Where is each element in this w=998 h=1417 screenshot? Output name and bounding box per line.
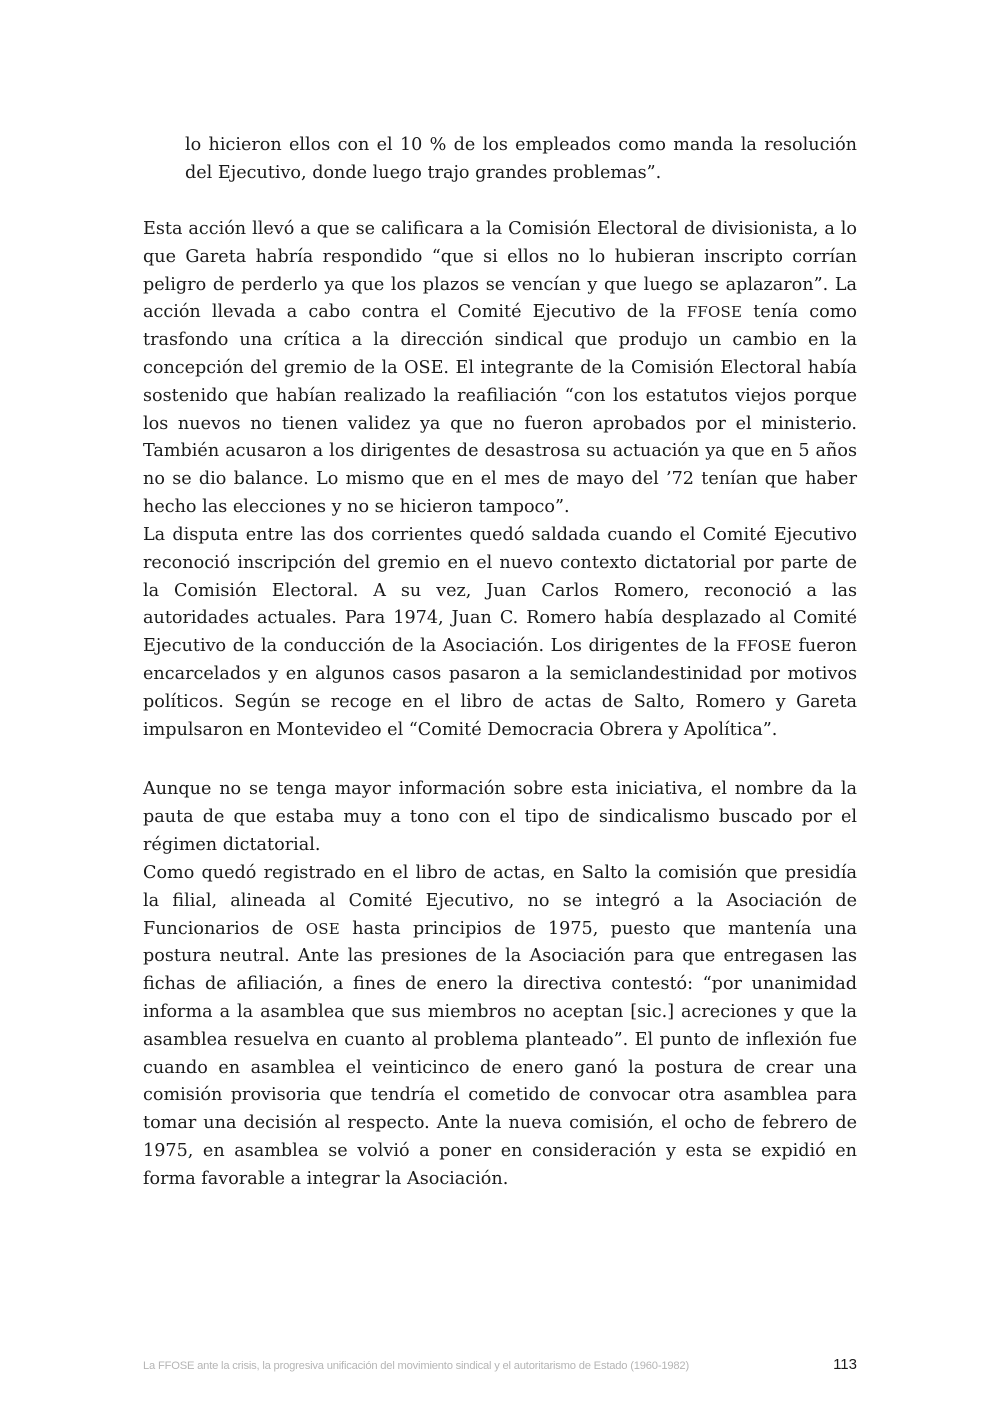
paragraph-4-part-b: hasta principios de 1975, puesto que mantenía una postura neutral. Ante las presiones de la Asociación para que entregasen las fichas de afiliación, a fines de enero la directiva contestó: “por unanimidad informa a la asamblea que sus miembros no aceptan [sic.] acreciones y que la asamblea resuelva en cuanto al problema planteado”. El punto de inflexión fue cuando en asamblea el veinticinco de enero ganó la postura de crear una comisión provisoria que tendría el cometido de convocar otra asamblea para tomar una decisión al respecto. Ante la nueva comisión, el ocho de febrero de 1975, en asamblea se volvió a poner en consideración y esta se expidió en forma favorable a integrar la Asociación. [143,918,857,1189]
quote-text: lo hicieron ellos con el 10 % de los empleados como manda la resolución del Ejecutivo, donde luego trajo grandes problemas”. [185,135,857,183]
paragraph-1-part-a: Esta acción llevó a que se calificara a la Comisión Electoral de divisionista, a lo que Gareta habría respondido “que si ellos no lo hubieran inscripto corrían peligro de perderlo ya que los plazos se vencían y que luego se aplazaron”. La acción llevada a cabo contra el Comité Ejecutivo de la [143,219,857,323]
page-number: 113 [833,1356,857,1373]
paragraph-3 [143,776,857,859]
abbreviation-ose: OSE [305,919,340,938]
paragraph-2 [143,522,857,744]
abbreviation-ffose: FFOSE [686,303,743,322]
paragraph-4-part-a: Como quedó registrado en el libro de actas, en Salto la comisión que presidía la filial, alineada al Comité Ejecutivo, no se integró a la Asociación de Funcionarios de [143,863,857,939]
paragraph-3-text: Aunque no se tenga mayor información sobre esta iniciativa, el nombre da la pauta de que estaba muy a tono con el tipo de sindicalismo buscado por el régimen dictatorial. [143,779,857,855]
paragraph-4 [143,860,857,1194]
block-quote [185,132,857,188]
paragraph-1-part-b: tenía como trasfondo una crítica a la dirección sindical que produjo un cambio en la concepción del gremio de la OSE. El integrante de la Comisión Electoral había sostenido que habían realizado la reafiliación “con los estatutos viejos porque los nuevos no tienen validez ya que no fueron aprobados por el ministerio. También acusaron a los dirigentes de desastrosa su actuación ya que en 5 años no se dio balance. Lo mismo que en el mes de mayo del ’72 tenían que haber hecho las elecciones y no se hicieron tampoco”. [143,302,857,517]
paragraph-2-part-b: fueron encarcelados y en algunos casos pasaron a la semiclandestinidad por motivos políticos. Según se recoge en el libro de actas de Salto, Romero y Gareta impulsaron en Montevideo el “Comité Democracia Obrera y Apolítica”. [143,636,857,740]
running-title: La FFOSE ante la crisis, la progresiva unificación del movimiento sindical y el autoritarismo de Estado (1960-1982) [143,1360,689,1372]
page-footer [143,1356,857,1373]
paragraph-2-part-a: La disputa entre las dos corrientes quedó saldada cuando el Comité Ejecutivo reconoció inscripción del gremio en el nuevo contexto dictatorial por parte de la Comisión Electoral. A su vez, Juan Carlos Romero, reconoció a las autoridades actuales. Para 1974, Juan C. Romero había desplazado al Comité Ejecutivo de la conducción de la Asociación. Los dirigentes de la [143,525,857,657]
paragraph-1 [143,216,857,522]
abbreviation-ffose: FFOSE [736,637,792,656]
